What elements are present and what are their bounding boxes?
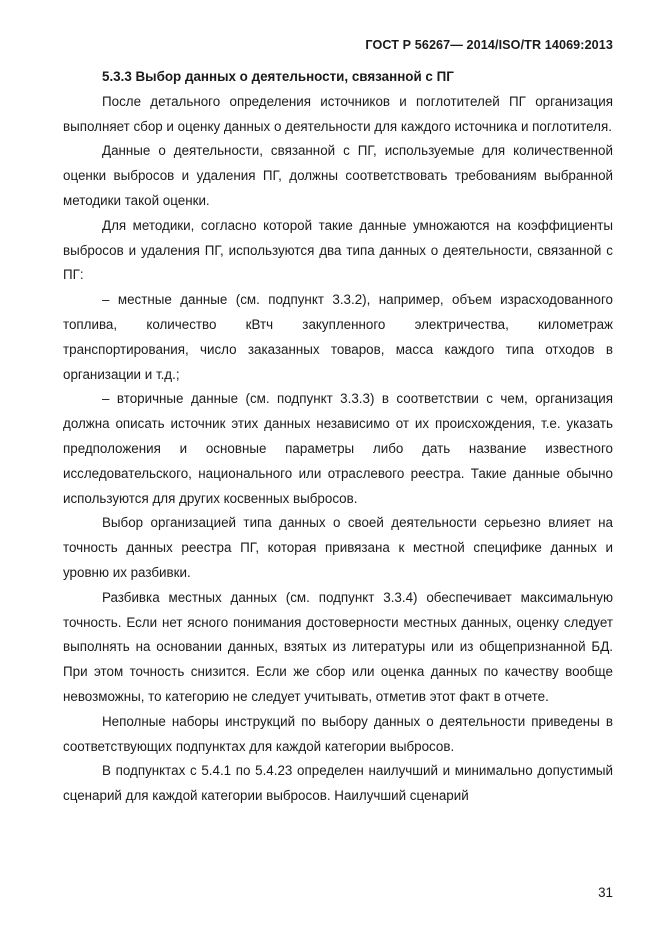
page-number: 31	[598, 885, 613, 900]
paragraph: После детального определения источников и поглотителей ПГ организация выполняет сбор и оценку данных о деятельности для каждого источника и поглотителя.	[63, 93, 613, 134]
paragraph: Разбивка местных данных (см. подпункт 3.3.4) обеспечивает максимальную точность. Если нет ясного понимания достоверности местных данных, оценку следует выполнять на основании данных, взятых из литературы или из общепризнанной БД. При этом точность снизится. Если же сбор или оценка данных по качеству вообще невозможны, то категорию не следует учитывать, отметив этот факт в отчете.	[63, 589, 613, 704]
paragraph: Для методики, согласно которой такие данные умножаются на коэффициенты выбросов и удаления ПГ, используются два типа данных о деятельности, связанной с ПГ:	[63, 217, 613, 283]
list-item-secondary-data: – вторичные данные (см. подпункт 3.3.3) в соответствии с чем, организация должна описать источник этих данных независимо от их происхождения, т.е. указать предположения и основные параметры либо дать название известного исследовательского, национального или отраслевого реестра. Такие данные обычно используются для других косвенных выбросов.	[63, 391, 613, 506]
paragraph: В подпунктах с 5.4.1 по 5.4.23 определен наилучший и минимально допустимый сценарий для каждой категории выбросов. Наилучший сценарий	[63, 763, 613, 804]
paragraph: Данные о деятельности, связанной с ПГ, используемые для количественной оценки выбросов и удаления ПГ, должны соответствовать требованиям выбранной методики такой оценки.	[63, 143, 613, 208]
section-content	[63, 65, 613, 809]
paragraph: Неполные наборы инструкций по выбору данных о деятельности приведены в соответствующих подпунктах для каждой категории выбросов.	[63, 713, 613, 754]
list-item-local-data: – местные данные (см. подпункт 3.3.2), например, объем израсходованного топлива, количество кВтч закупленного электричества, километраж транспортирования, число заказанных товаров, масса каждого типа отходов в организации и т.д.;	[63, 292, 613, 382]
standard-header: ГОСТ Р 56267— 2014/ISO/TR 14069:2013	[365, 38, 613, 52]
section-heading: 5.3.3 Выбор данных о деятельности, связанной с ПГ	[102, 69, 454, 84]
paragraph: Выбор организацией типа данных о своей деятельности серьезно влияет на точность данных реестра ПГ, которая привязана к местной специфике данных и уровню их разбивки.	[63, 515, 613, 580]
